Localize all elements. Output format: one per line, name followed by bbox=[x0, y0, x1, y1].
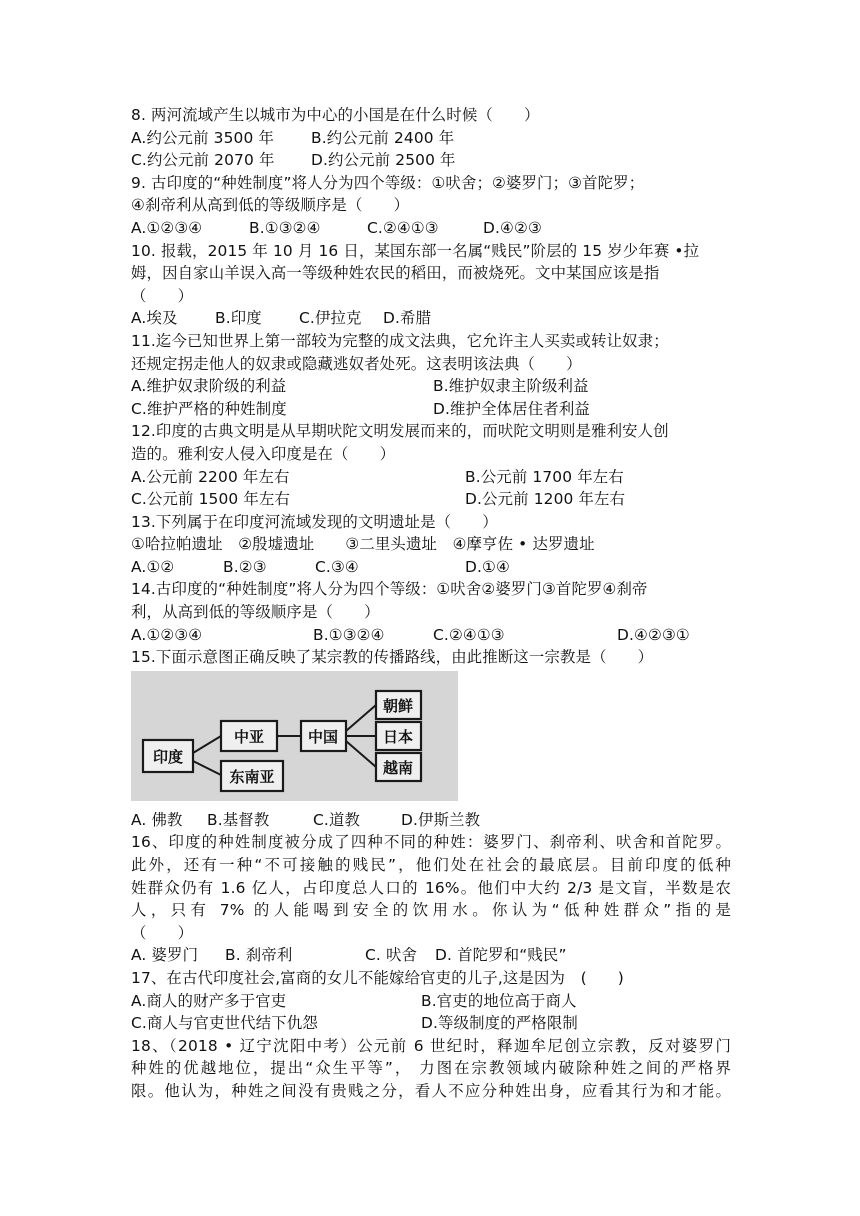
options-row bbox=[131, 307, 731, 330]
option-d: D.希腊 bbox=[383, 309, 432, 328]
question-stem: 姓群众仍有 1.6 亿人，占印度总人口的 16%。他们中大约 2/3 是文盲，半数是农 bbox=[131, 878, 731, 897]
node-japan: 日本 bbox=[382, 727, 414, 746]
question-stem: 18、（2018 • 辽宁沈阳中考）公元前 6 世纪时，释迦牟尼创立宗教，反对婆罗门 bbox=[131, 1036, 731, 1055]
option-c: C.③④ bbox=[315, 557, 359, 576]
question-stem: 13.下列属于在印度河流域发现的文明遗址是（ ） bbox=[131, 512, 498, 531]
option-d: D.④②③① bbox=[617, 625, 690, 644]
question-11 bbox=[131, 330, 731, 420]
option-b: B.官吏的地位高于商人 bbox=[421, 991, 577, 1010]
question-stem: 16、印度的种姓制度被分成了四种不同的种姓：婆罗门、刹帝利、吠舍和首陀罗。 bbox=[131, 833, 731, 852]
religion-spread-diagram bbox=[131, 671, 731, 805]
question-stem: 还规定拐走他人的奴隶或隐藏逃奴者处死。这表明该法典（ ） bbox=[131, 354, 582, 373]
option-c: C. 吠舍 bbox=[365, 946, 418, 965]
node-central-asia: 中亚 bbox=[233, 727, 265, 746]
option-d: D.伊斯兰教 bbox=[401, 810, 481, 829]
question-8 bbox=[131, 104, 731, 172]
option-d: D.①④ bbox=[465, 557, 510, 576]
option-a: A.①② bbox=[131, 557, 175, 576]
question-10 bbox=[131, 240, 731, 330]
question-stem: （ ） bbox=[131, 286, 194, 305]
question-stem: 10. 报载，2015 年 10 月 16 日，某国东部一名属“贱民”阶层的 15 岁少年赛 •拉 bbox=[131, 241, 700, 260]
option-b: B.基督教 bbox=[207, 810, 270, 829]
question-stem: 17、在古代印度社会,富商的女儿不能嫁给官吏的儿子,这是因为 ( ) bbox=[131, 969, 624, 987]
option-b: B.公元前 1700 年左右 bbox=[465, 467, 624, 486]
option-c: C.维护严格的种姓制度 bbox=[131, 399, 287, 418]
option-d: D.等级制度的严格限制 bbox=[421, 1014, 578, 1033]
options-row bbox=[131, 624, 731, 647]
question-stem: 种姓的优越地位，提出“众生平等”， 力图在宗教领域内破除种姓之间的严格界 bbox=[131, 1059, 731, 1078]
node-india: 印度 bbox=[152, 747, 184, 766]
option-a: A.①②③④ bbox=[131, 218, 203, 237]
question-12 bbox=[131, 420, 731, 510]
option-c: C.②④①③ bbox=[433, 625, 505, 644]
options-row bbox=[131, 488, 731, 511]
question-stem: （ ） bbox=[131, 923, 194, 942]
exam-page bbox=[131, 104, 731, 1103]
node-korea: 朝鲜 bbox=[382, 696, 414, 715]
option-a: A.维护奴隶阶级的利益 bbox=[131, 377, 287, 396]
options-row bbox=[131, 466, 731, 489]
options-row bbox=[131, 375, 731, 398]
question-stem: ①哈拉帕遗址 ②殷墟遗址 ③二里头遗址 ④摩亨佐 • 达罗遗址 bbox=[131, 535, 595, 554]
option-d: D.约公元前 2500 年 bbox=[311, 151, 456, 170]
option-b: B.约公元前 2400 年 bbox=[311, 128, 455, 147]
options-row bbox=[131, 149, 731, 172]
option-a: A.公元前 2200 年左右 bbox=[131, 467, 290, 486]
question-stem: 15.下面示意图正确反映了某宗教的传播路线，由此推断这一宗教是（ ） bbox=[131, 648, 654, 667]
option-c: C.商人与官吏世代结下仇怨 bbox=[131, 1014, 318, 1033]
question-9 bbox=[131, 172, 731, 240]
question-stem: 姆，因自家山羊误入高一等级种姓农民的稻田，而被烧死。文中某国应该是指 bbox=[131, 264, 660, 283]
option-c: C.②④①③ bbox=[367, 218, 439, 237]
option-a: A.埃及 bbox=[131, 309, 178, 328]
question-stem: 12.印度的古典文明是从早期吠陀文明发展而来的，而吠陀文明则是雅利安人创 bbox=[131, 422, 669, 441]
option-d: D.公元前 1200 年左右 bbox=[465, 490, 626, 509]
question-14 bbox=[131, 578, 731, 646]
option-a: A.商人的财产多于官吏 bbox=[131, 991, 287, 1010]
question-stem: 利，从高到低的等级顺序是（ ） bbox=[131, 603, 380, 622]
option-b: B.①③②④ bbox=[313, 625, 385, 644]
option-a: A.约公元前 3500 年 bbox=[131, 128, 275, 147]
options-row bbox=[131, 556, 731, 579]
question-17 bbox=[131, 967, 731, 1035]
node-vietnam: 越南 bbox=[382, 758, 414, 777]
question-stem: 9. 古印度的“种姓制度”将人分为四个等级：①吠舍；②婆罗门；③首陀罗； bbox=[131, 173, 645, 192]
option-b: B.①③②④ bbox=[249, 218, 321, 237]
options-row bbox=[131, 398, 731, 421]
option-d: D.维护全体居住者利益 bbox=[433, 399, 590, 418]
option-c: C.伊拉克 bbox=[299, 309, 362, 328]
option-d: D.④②③ bbox=[483, 218, 542, 237]
question-stem: 限。他认为，种姓之间没有贵贱之分，看人不应分种姓出身，应看其行为和才能。 bbox=[131, 1081, 731, 1100]
options-row bbox=[131, 990, 731, 1013]
option-a: A. 婆罗门 bbox=[131, 946, 199, 965]
option-c: C.约公元前 2070 年 bbox=[131, 151, 275, 170]
option-d: D. 首陀罗和“贱民” bbox=[435, 946, 567, 965]
question-stem: 14.古印度的“种姓制度”将人分为四个等级：①吠舍②婆罗门③首陀罗④刹帝 bbox=[131, 580, 648, 599]
option-b: B.维护奴隶主阶级利益 bbox=[433, 377, 589, 396]
question-stem: 人，只有 7% 的人能喝到安全的饮用水。你认为“低种姓群众”指的是 bbox=[131, 901, 731, 920]
options-row bbox=[131, 809, 731, 832]
question-13 bbox=[131, 511, 731, 579]
options-row bbox=[131, 217, 731, 240]
node-southeast-asia: 东南亚 bbox=[229, 767, 275, 786]
question-stem: 造的。雅利安人侵入印度是在（ ） bbox=[131, 444, 396, 463]
question-15 bbox=[131, 646, 731, 831]
options-row bbox=[131, 944, 731, 967]
spread-route-svg bbox=[131, 671, 458, 801]
option-b: B.②③ bbox=[223, 557, 267, 576]
question-stem: ④刹帝利从高到低的等级顺序是（ ） bbox=[131, 196, 410, 215]
node-china: 中国 bbox=[307, 727, 339, 746]
options-row bbox=[131, 127, 731, 150]
option-c: C.道教 bbox=[313, 810, 361, 829]
question-stem: 11.迄今已知世界上第一部较为完整的成文法典，它允许主人买卖或转让奴隶； bbox=[131, 331, 669, 350]
question-16 bbox=[131, 831, 731, 967]
question-18 bbox=[131, 1035, 731, 1103]
option-b: B.印度 bbox=[215, 309, 262, 328]
option-c: C.公元前 1500 年左右 bbox=[131, 490, 291, 509]
question-stem: 此外，还有一种“不可接触的贱民”，他们处在社会的最底层。目前印度的低种 bbox=[131, 856, 731, 875]
option-b: B. 刹帝利 bbox=[225, 946, 293, 965]
question-stem: 8. 两河流域产生以城市为中心的小国是在什么时候（ ） bbox=[131, 106, 540, 124]
options-row bbox=[131, 1012, 731, 1035]
option-a: A. 佛教 bbox=[131, 810, 183, 829]
option-a: A.①②③④ bbox=[131, 625, 203, 644]
